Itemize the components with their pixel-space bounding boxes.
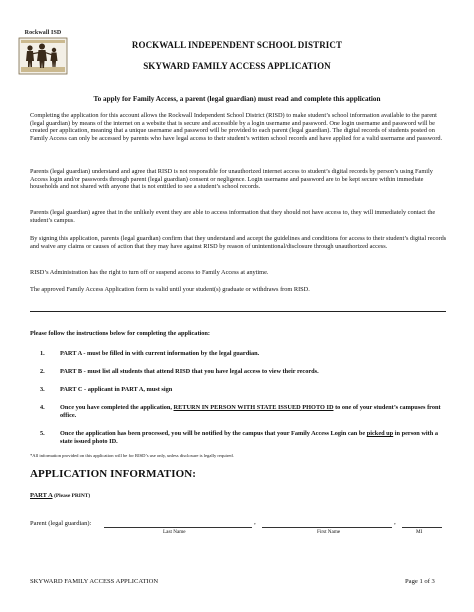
page-number: Page 1 of 3 [405, 578, 435, 585]
step-emphasis: RETURN IN PERSON WITH STATE ISSUED PHOTO ID [173, 404, 334, 411]
step-number: 5. [40, 430, 45, 437]
paragraph-unlikely-event: Parents (legal guardian) agree that in the unlikely event they are able to access information that they should not have access to, they will immediately contact the student’s campus. [30, 209, 436, 224]
application-heading: APPLICATION INFORMATION: [30, 468, 197, 480]
logo-text: Rockwall ISD [24, 30, 62, 36]
step-number: 3. [40, 386, 45, 393]
step-text [60, 404, 450, 419]
paragraph-responsibility: Parents (legal guardian) understand and agree that RISD is not responsible for unauthorized internet access to student’s digital records by person’s using Family Access login and/or passwords through parent (legal guardian) consent or negligence. Login username and password are to be kept secure within immediate households and not shared with anyone that is not entitled to see a student’s school records. [30, 168, 433, 191]
step-text: PART C - applicant in PART A, must sign [60, 386, 173, 393]
part-a-heading [30, 492, 90, 499]
intro-statement: To apply for Family Access, a parent (legal guardian) must read and complete this application [93, 95, 381, 103]
separator-dot: , [394, 518, 396, 526]
part-a-label: PART A [30, 492, 53, 499]
paragraph-administration: RISD’s Administration has the right to turn off or suspend access to Family Access at anytime. [30, 269, 269, 276]
step-text: PART B - must list all students that attend RISD that you have legal access to view their records. [60, 368, 319, 375]
step-number: 2. [40, 368, 45, 375]
step-text-part: to one of your student’s campuses front office. [60, 404, 441, 419]
mi-label: MI [416, 529, 423, 535]
paragraph-validity: The approved Family Access Application form is valid until your student(s) graduate or withdraws from RISD. [30, 286, 310, 293]
last-name-label: Last Name [163, 529, 186, 535]
part-a-note: (Please PRINT) [54, 493, 91, 499]
district-title: ROCKWALL INDEPENDENT SCHOOL DISTRICT [131, 40, 343, 50]
first-name-label: First Name [317, 529, 341, 535]
footnote: *All information provided on this application will be for RISD’s use only, unless disclosure is legally required. [30, 453, 234, 458]
step-number: 4. [40, 404, 45, 411]
step-text-part: Once the application has been processed, you will be notified by the campus that your Family Access Login can be [60, 430, 367, 437]
step-number: 1. [40, 350, 45, 357]
step-text [60, 430, 450, 445]
paragraph-purpose: Completing the application for this account allows the Rockwall Independent School District (RISD) to make student’s school information available to the parent (legal guardian) by means of the internet on a website that is secure and accessible by a login username and password. One login username and password will be created per application, meaning that a unique username and password will be provided to each parent (legal guardian). The digital records of students posted on Family Access can only be accessed by parents who have legal access to their student’s written school records and have applied for a valid username and password. [30, 112, 443, 142]
last-name-field[interactable] [104, 527, 252, 528]
step-text-part: in person with a state issued photo ID. [60, 430, 438, 445]
parent-label: Parent (legal guardian): [30, 520, 92, 527]
step-text-part: Once you have completed the application, [60, 404, 174, 411]
first-name-field[interactable] [262, 527, 392, 528]
middle-initial-field[interactable] [402, 527, 442, 528]
paragraph-agreement: By signing this application, parents (legal guardian) confirm that they understand and accept the guidelines and conditions for access to their student’s digital records and waive any claims or causes of action that they may have against RISD by reason of unintentional/disclosure through unauthorized access. [30, 235, 447, 250]
separator-dot: , [254, 518, 256, 526]
footer-title: SKYWARD FAMILY ACCESS APPLICATION [30, 578, 159, 585]
instructions-heading: Please follow the instructions below for completing the application: [30, 330, 211, 337]
step-text: PART A - must be filled in with current information by the legal guardian. [60, 350, 260, 357]
section-divider [30, 311, 446, 312]
form-title: SKYWARD FAMILY ACCESS APPLICATION [143, 61, 331, 71]
step-emphasis: picked up [366, 430, 394, 437]
